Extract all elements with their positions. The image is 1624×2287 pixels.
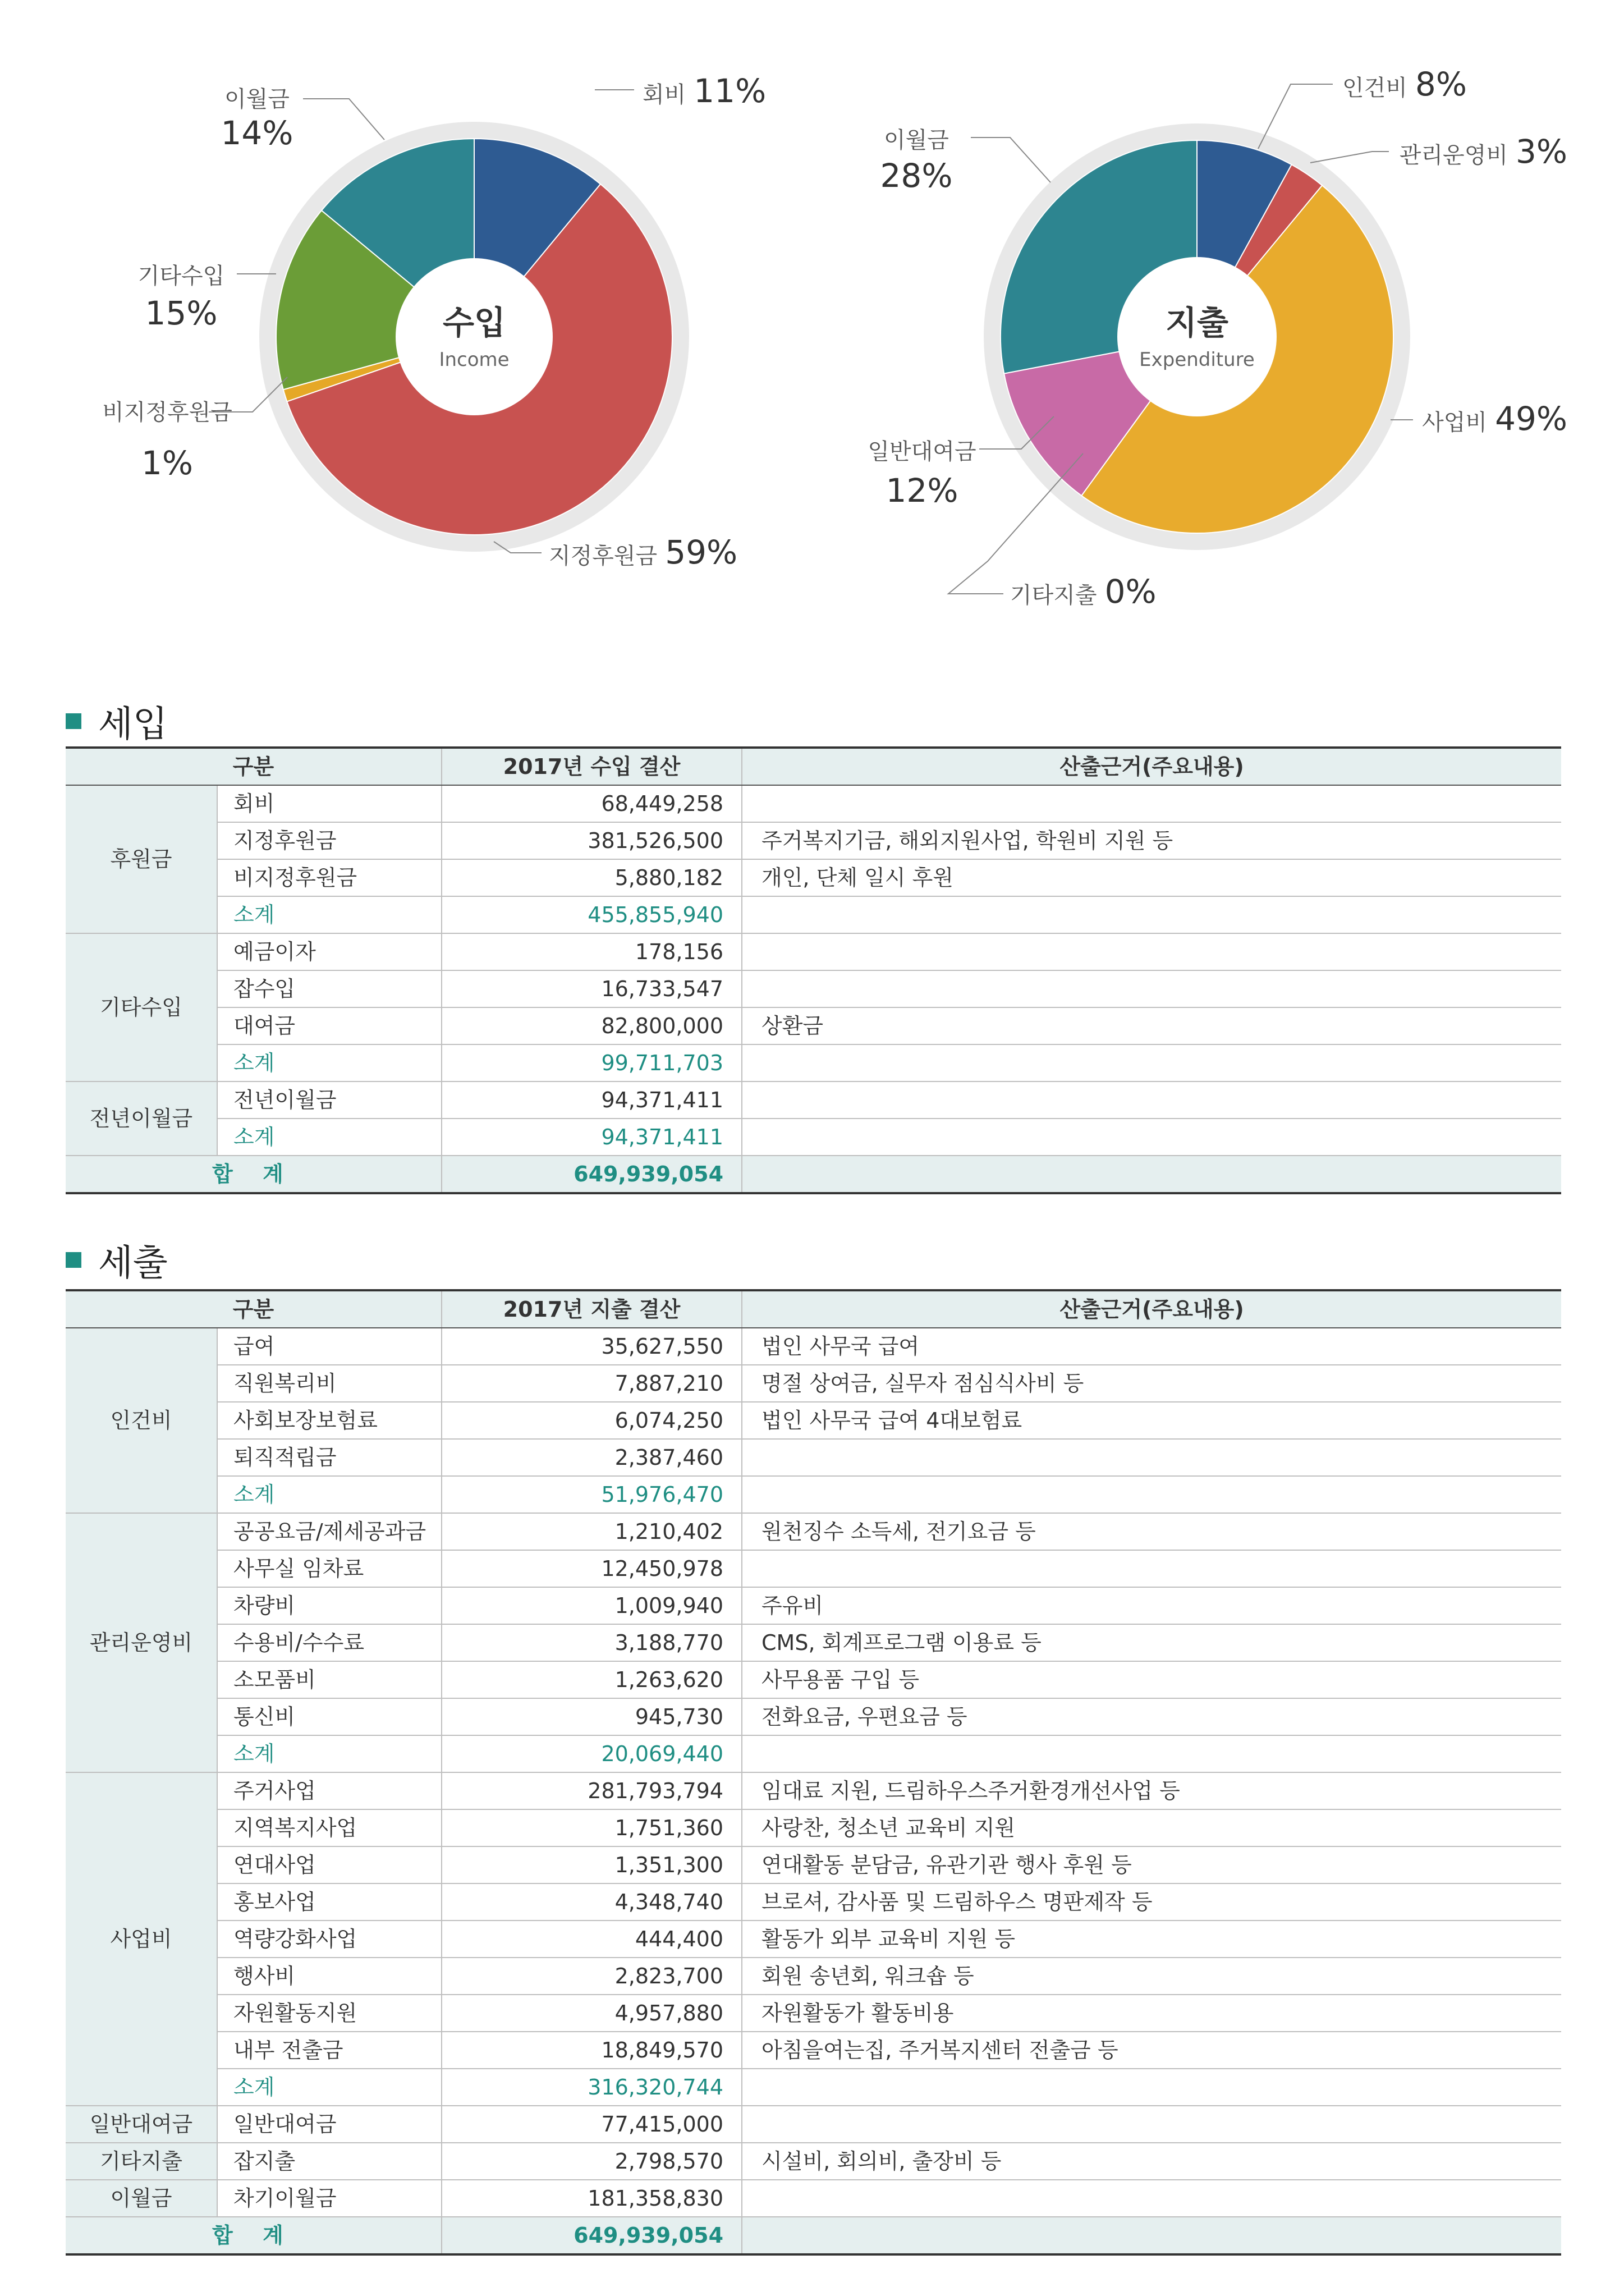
table-row [66,1958,1561,1995]
item-cell: 소모품비 [217,1661,442,1698]
leader-line [303,99,384,140]
leader-line [1310,152,1389,163]
table-row [66,785,1561,822]
total-row [66,1156,1561,1193]
table-row [66,1550,1561,1587]
amount-cell: 12,450,978 [442,1550,742,1587]
square-bullet-icon [66,1252,81,1268]
slice-label [549,533,737,571]
table-row [66,822,1561,859]
item-cell: 소계 [217,1476,442,1513]
amount-cell: 51,976,470 [442,1476,742,1513]
group-label: 이월금 [66,2180,217,2217]
slice-percent: 8% [1415,65,1467,103]
table-row [66,1439,1561,1476]
amount-cell: 281,793,794 [442,1772,742,1809]
table-row [66,2143,1561,2180]
note-cell: 브로셔, 감사품 및 드림하우스 명판제작 등 [742,1883,1561,1921]
table-row [66,1846,1561,1883]
note-cell: 법인 사무국 급여 4대보험료 [742,1402,1561,1439]
square-bullet-icon [66,713,81,729]
slice-percent: 1% [141,444,194,482]
group-label: 인건비 [66,1328,217,1513]
item-cell: 차기이월금 [217,2180,442,2217]
income-pie-chart [102,72,766,571]
table-row [66,1809,1561,1846]
note-cell [742,2106,1561,2143]
header-amount: 2017년 수입 결산 [442,748,742,785]
item-cell: 행사비 [217,1958,442,1995]
amount-cell: 444,400 [442,1921,742,1958]
note-cell: 활동가 외부 교육비 지원 등 [742,1921,1561,1958]
note-cell [742,1550,1561,1587]
note-cell [742,1119,1561,1156]
slice-percent: 3% [1515,132,1567,171]
table-row [66,1995,1561,2032]
slice-label [1342,65,1467,103]
item-cell: 주거사업 [217,1772,442,1809]
table-row [66,933,1561,970]
chart-title: 지출 [1165,304,1229,342]
amount-cell: 4,348,740 [442,1883,742,1921]
income-section-title [66,696,168,746]
amount-cell: 1,751,360 [442,1809,742,1846]
header-amount: 2017년 지출 결산 [442,1290,742,1328]
note-cell: 개인, 단체 일시 후원 [742,859,1561,896]
note-cell [742,1735,1561,1772]
item-cell: 사무실 임차료 [217,1550,442,1587]
note-cell: 임대료 지원, 드림하우스주거환경개선사업 등 [742,1772,1561,1809]
item-cell: 급여 [217,1328,442,1365]
slice-name: 일반대여금 [868,439,976,465]
note-cell [742,933,1561,970]
slice-label [1400,132,1567,171]
amount-cell: 6,074,250 [442,1402,742,1439]
subtotal-row [66,1735,1561,1772]
amount-cell: 82,800,000 [442,1007,742,1044]
item-cell: 홍보사업 [217,1883,442,1921]
item-cell: 전년이월금 [217,1081,442,1119]
table-header-row [66,1290,1561,1328]
item-cell: 잡수입 [217,970,442,1007]
amount-cell: 3,188,770 [442,1624,742,1661]
note-cell [742,1044,1561,1081]
slice-label [1422,400,1567,438]
slice-name: 기타지출 [1010,583,1097,608]
amount-cell: 4,957,880 [442,1995,742,2032]
amount-cell: 94,371,411 [442,1119,742,1156]
amount-cell: 1,210,402 [442,1513,742,1550]
slice-name: 지정후원금 [549,543,658,569]
note-cell: 전화요금, 우편요금 등 [742,1698,1561,1735]
item-cell: 수용비/수수료 [217,1624,442,1661]
amount-cell: 20,069,440 [442,1735,742,1772]
amount-cell: 381,526,500 [442,822,742,859]
header-note: 산출근거(주요내용) [742,1290,1561,1328]
note-cell: 아침을여는집, 주거복지센터 전출금 등 [742,2032,1561,2069]
slice-name: 이월금 [224,86,290,112]
table-row [66,1513,1561,1550]
item-cell: 예금이자 [217,933,442,970]
item-cell: 잡지출 [217,2143,442,2180]
amount-cell: 945,730 [442,1698,742,1735]
note-cell [742,896,1561,933]
chart-subtitle: Expenditure [1139,349,1255,371]
table-row [66,1007,1561,1044]
amount-cell: 1,263,620 [442,1661,742,1698]
item-cell: 소계 [217,1044,442,1081]
item-cell: 사회보장보험료 [217,1402,442,1439]
item-cell: 소계 [217,2069,442,2106]
amount-cell: 2,387,460 [442,1439,742,1476]
subtotal-row [66,1476,1561,1513]
total-label: 합 계 [66,2217,442,2254]
group-label: 관리운영비 [66,1513,217,1772]
total-amount: 649,939,054 [442,2217,742,2254]
total-label: 합 계 [66,1156,442,1193]
amount-cell: 2,823,700 [442,1958,742,1995]
item-cell: 소계 [217,896,442,933]
note-cell: CMS, 회계프로그램 이용료 등 [742,1624,1561,1661]
amount-cell: 16,733,547 [442,970,742,1007]
group-label: 후원금 [66,785,217,933]
expense-section-title [66,1235,168,1285]
amount-cell: 7,887,210 [442,1365,742,1402]
amount-cell: 68,449,258 [442,785,742,822]
amount-cell: 77,415,000 [442,2106,742,2143]
slice-percent: 59% [665,533,738,571]
amount-cell: 1,009,940 [442,1587,742,1624]
pie-charts [0,0,1624,634]
table-row [66,1365,1561,1402]
amount-cell: 94,371,411 [442,1081,742,1119]
table-row [66,1661,1561,1698]
note-cell: 연대활동 분담금, 유관기관 행사 후원 등 [742,1846,1561,1883]
table-row [66,1624,1561,1661]
slice-name: 사업비 [1422,410,1488,436]
amount-cell: 455,855,940 [442,896,742,933]
group-label: 기타수입 [66,933,217,1081]
item-cell: 자원활동지원 [217,1995,442,2032]
income-table [66,746,1561,1194]
note-cell: 자원활동가 활동비용 [742,1995,1561,2032]
note-cell [742,970,1561,1007]
amount-cell: 99,711,703 [442,1044,742,1081]
item-cell: 비지정후원금 [217,859,442,896]
item-cell: 소계 [217,1735,442,1772]
group-label: 전년이월금 [66,1081,217,1156]
expense-section-title-text: 세출 [98,1243,168,1284]
group-label: 기타지출 [66,2143,217,2180]
item-cell: 직원복리비 [217,1365,442,1402]
subtotal-row [66,2069,1561,2106]
note-cell [742,785,1561,822]
total-row [66,2217,1561,2254]
slice-percent: 11% [694,72,767,110]
item-cell: 연대사업 [217,1846,442,1883]
amount-cell: 316,320,744 [442,2069,742,2106]
note-cell: 회원 송년회, 워크숍 등 [742,1958,1561,1995]
subtotal-row [66,896,1561,933]
note-cell: 법인 사무국 급여 [742,1328,1561,1365]
slice-name: 관리운영비 [1399,143,1508,168]
note-cell: 시설비, 회의비, 출장비 등 [742,2143,1561,2180]
table-row [66,859,1561,896]
amount-cell: 178,156 [442,933,742,970]
amount-cell: 35,627,550 [442,1328,742,1365]
table-row [66,1772,1561,1809]
item-cell: 내부 전출금 [217,2032,442,2069]
note-cell: 사무용품 구입 등 [742,1661,1561,1698]
note-cell: 주유비 [742,1587,1561,1624]
expense-table [66,1289,1561,2256]
subtotal-row [66,1119,1561,1156]
expenditure-pie-chart [868,65,1567,611]
header-category: 구분 [66,748,442,785]
slice-label [1010,572,1157,611]
chart-title: 수입 [442,304,506,342]
item-cell: 지역복지사업 [217,1809,442,1846]
table-header-row [66,748,1561,785]
note-cell [742,1081,1561,1119]
table-row [66,2180,1561,2217]
group-label: 사업비 [66,1772,217,2106]
item-cell: 차량비 [217,1587,442,1624]
group-label: 일반대여금 [66,2106,217,2143]
table-row [66,2106,1561,2143]
note-cell: 원천징수 소득세, 전기요금 등 [742,1513,1561,1550]
table-row [66,1328,1561,1365]
total-note [742,2217,1561,2254]
amount-cell: 18,849,570 [442,2032,742,2069]
item-cell: 역량강화사업 [217,1921,442,1958]
slice-name: 기타수입 [137,263,225,289]
note-cell [742,1439,1561,1476]
slice-name: 이월금 [884,127,949,153]
income-section-title-text: 세입 [98,704,168,745]
table-row [66,970,1561,1007]
slice-label [643,72,766,110]
slice-percent: 28% [880,157,953,195]
slice-name: 인건비 [1342,75,1407,101]
item-cell: 소계 [217,1119,442,1156]
note-cell [742,2069,1561,2106]
item-cell: 회비 [217,785,442,822]
amount-cell: 2,798,570 [442,2143,742,2180]
item-cell: 대여금 [217,1007,442,1044]
table-row [66,1402,1561,1439]
total-note [742,1156,1561,1193]
note-cell [742,1476,1561,1513]
note-cell: 주거복지기금, 해외지원사업, 학원비 지원 등 [742,822,1561,859]
header-category: 구분 [66,1290,442,1328]
amount-cell: 1,351,300 [442,1846,742,1883]
note-cell: 명절 상여금, 실무자 점심식사비 등 [742,1365,1561,1402]
table-row [66,1698,1561,1735]
slice-percent: 12% [886,471,958,510]
item-cell: 통신비 [217,1698,442,1735]
item-cell: 일반대여금 [217,2106,442,2143]
table-row [66,1587,1561,1624]
note-cell: 사랑찬, 청소년 교육비 지원 [742,1809,1561,1846]
slice-percent: 15% [145,294,218,332]
table-row [66,1081,1561,1119]
note-cell [742,2180,1561,2217]
amount-cell: 181,358,830 [442,2180,742,2217]
slice-percent: 49% [1495,400,1567,438]
item-cell: 공공요금/제세공과금 [217,1513,442,1550]
leader-line [971,138,1050,182]
slice-name: 회비 [643,82,686,108]
amount-cell: 5,880,182 [442,859,742,896]
slice-percent: 0% [1104,572,1157,611]
item-cell: 퇴직적립금 [217,1439,442,1476]
slice-percent: 14% [221,114,293,152]
item-cell: 지정후원금 [217,822,442,859]
table-row [66,1883,1561,1921]
table-row [66,2032,1561,2069]
header-note: 산출근거(주요내용) [742,748,1561,785]
chart-subtitle: Income [439,349,510,371]
table-row [66,1921,1561,1958]
slice-name: 비지정후원금 [102,400,232,425]
total-amount: 649,939,054 [442,1156,742,1193]
subtotal-row [66,1044,1561,1081]
note-cell: 상환금 [742,1007,1561,1044]
